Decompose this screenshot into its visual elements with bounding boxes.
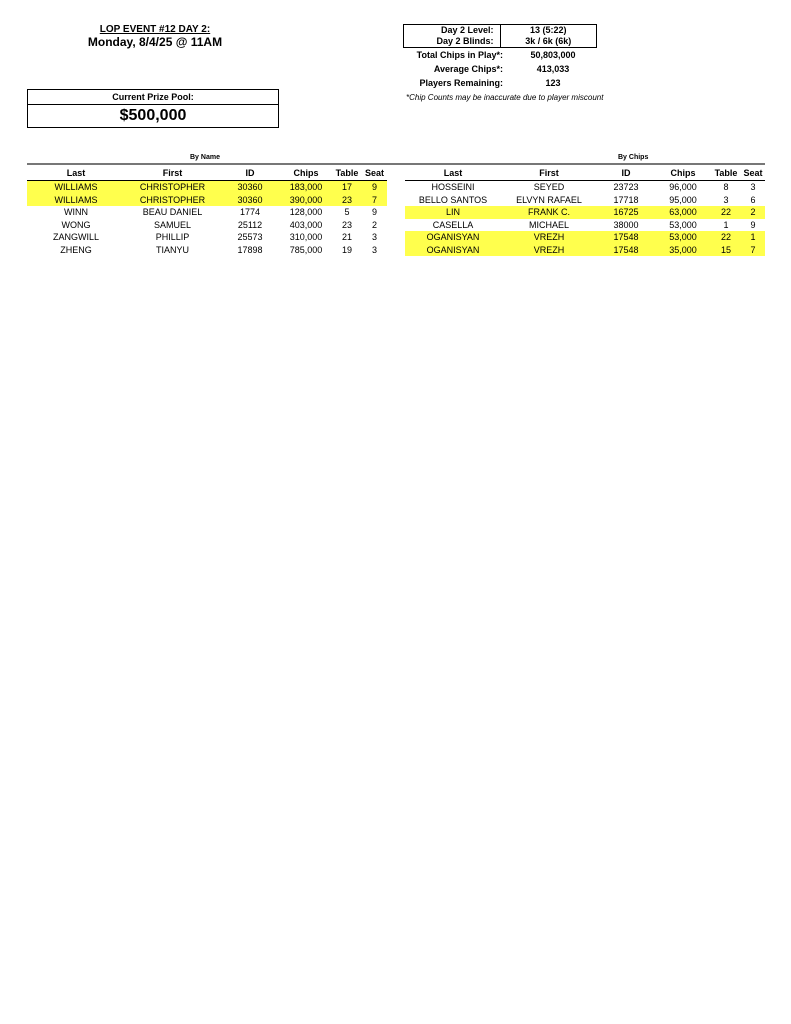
level-blinds-box xyxy=(403,24,597,48)
by-chips-cell-seat: 7 xyxy=(741,244,765,257)
by-chips-cell-table: 1 xyxy=(723,219,729,230)
chip-count-note: *Chip Counts may be inaccurate due to player miscount xyxy=(406,93,604,102)
average-chips-value: 413,033 xyxy=(536,64,570,74)
total-chips-value: 50,803,000 xyxy=(530,50,576,60)
table-row xyxy=(27,206,387,219)
by-name-cell-first: BEAU DANIEL xyxy=(142,207,203,217)
by-name-cell-id: 17898 xyxy=(237,244,263,255)
by-name-table xyxy=(27,166,387,256)
by-name-cell-last: WINN xyxy=(64,207,88,217)
by-chips-cell-seat: 2 xyxy=(741,206,765,219)
level-label: Day 2 Level: xyxy=(404,25,501,36)
by-name-col-seat: Seat xyxy=(362,166,387,181)
by-name-cell-table: 5 xyxy=(344,207,350,217)
header-rule xyxy=(27,163,765,165)
table-row xyxy=(405,244,765,257)
by-name-cell-last: WONG xyxy=(61,219,91,230)
average-chips-label: Average Chips*: xyxy=(433,64,503,74)
by-chips-cell-chips: 95,000 xyxy=(669,194,697,205)
blinds-value: 3k / 6k (6k) xyxy=(525,36,572,46)
by-chips-cell-table: 8 xyxy=(723,182,729,192)
by-chips-cell-first: VREZH xyxy=(501,244,597,257)
table-row xyxy=(405,181,765,194)
by-name-cell-id: 25573 xyxy=(237,232,263,242)
level-value: 13 (5:22) xyxy=(529,25,567,35)
by-chips-cell-last: LIN xyxy=(405,206,501,219)
players-remaining-value: 123 xyxy=(545,78,561,88)
by-name-cell-table: 23 xyxy=(341,219,352,230)
by-chips-cell-chips: 96,000 xyxy=(669,182,697,192)
by-name-cell-last: WILLIAMS xyxy=(27,181,125,194)
by-chips-cell-first: ELVYN RAFAEL xyxy=(516,194,582,205)
table-row xyxy=(405,194,765,207)
by-chips-col-seat: Seat xyxy=(741,166,765,181)
by-name-cell-chips: 310,000 xyxy=(289,232,323,242)
average-chips-row xyxy=(403,62,603,76)
table-row xyxy=(27,244,387,257)
by-chips-cell-chips: 53,000 xyxy=(669,219,697,230)
by-name-cell-table: 23 xyxy=(332,194,362,207)
players-remaining-label: Players Remaining: xyxy=(419,78,503,88)
by-chips-cell-table: 22 xyxy=(711,231,741,244)
by-chips-cell-first: MICHAEL xyxy=(528,219,569,230)
by-chips-cell-id: 17548 xyxy=(597,244,655,257)
by-chips-col-last: Last xyxy=(405,166,501,181)
by-chips-cell-first: SEYED xyxy=(533,182,565,192)
total-chips-row xyxy=(403,48,603,62)
by-chips-cell-last: HOSSEINI xyxy=(431,182,475,192)
by-name-cell-table: 21 xyxy=(341,232,352,242)
by-name-col-id: ID xyxy=(220,166,280,181)
by-chips-cell-first: VREZH xyxy=(501,231,597,244)
by-chips-cell-table: 15 xyxy=(711,244,741,257)
by-chips-header-row xyxy=(405,166,765,181)
by-chips-cell-seat: 6 xyxy=(750,194,756,205)
table-row xyxy=(27,231,387,244)
by-name-cell-first: CHRISTOPHER xyxy=(125,181,220,194)
by-name-cell-table: 19 xyxy=(341,244,352,255)
by-name-cell-seat: 3 xyxy=(371,244,377,255)
by-chips-label: By Chips xyxy=(618,154,649,161)
table-row xyxy=(27,194,387,207)
by-chips-cell-last: OGANISYAN xyxy=(405,231,501,244)
by-name-cell-first: SAMUEL xyxy=(153,219,191,230)
prize-pool-box xyxy=(27,89,279,128)
by-chips-cell-id: 16725 xyxy=(597,206,655,219)
by-chips-cell-seat: 3 xyxy=(750,182,756,192)
by-chips-cell-last: BELLO SANTOS xyxy=(418,194,488,205)
by-name-cell-seat: 2 xyxy=(371,219,377,230)
level-row xyxy=(404,25,596,36)
by-chips-cell-first: FRANK C. xyxy=(501,206,597,219)
by-chips-cell-last: OGANISYAN xyxy=(405,244,501,257)
by-name-cell-seat: 9 xyxy=(362,181,387,194)
blinds-row xyxy=(404,36,596,47)
by-name-cell-last: WILLIAMS xyxy=(27,194,125,207)
by-chips-col-first: First xyxy=(501,166,597,181)
table-row xyxy=(405,219,765,232)
by-name-cell-last: ZHENG xyxy=(60,244,92,255)
event-title: LOP EVENT #12 DAY 2: xyxy=(99,24,211,35)
by-name-label: By Name xyxy=(190,154,220,161)
by-chips-cell-seat: 1 xyxy=(741,231,765,244)
by-chips-cell-seat: 9 xyxy=(750,219,756,230)
table-row xyxy=(405,231,765,244)
by-name-cell-id: 30360 xyxy=(220,181,280,194)
by-chips-cell-chips: 63,000 xyxy=(655,206,711,219)
by-chips-cell-chips: 53,000 xyxy=(655,231,711,244)
by-chips-cell-id: 17718 xyxy=(613,194,639,205)
by-chips-cell-table: 22 xyxy=(711,206,741,219)
by-chips-cell-id: 17548 xyxy=(597,231,655,244)
by-name-cell-seat: 7 xyxy=(362,194,387,207)
by-name-cell-chips: 403,000 xyxy=(289,219,323,230)
by-name-cell-seat: 3 xyxy=(371,232,377,242)
by-name-cell-first: CHRISTOPHER xyxy=(125,194,220,207)
by-name-cell-chips: 785,000 xyxy=(289,244,323,255)
by-name-cell-chips: 128,000 xyxy=(289,207,323,217)
by-chips-body xyxy=(405,181,765,257)
by-chips-col-id: ID xyxy=(597,166,655,181)
by-name-cell-table: 17 xyxy=(332,181,362,194)
by-name-cell-seat: 9 xyxy=(371,207,377,217)
by-name-cell-chips: 390,000 xyxy=(280,194,332,207)
by-name-cell-id: 25112 xyxy=(237,219,263,230)
by-name-cell-first: PHILLIP xyxy=(155,232,190,242)
by-chips-col-table: Table xyxy=(711,166,741,181)
by-chips-cell-chips: 35,000 xyxy=(655,244,711,257)
by-name-cell-id: 30360 xyxy=(220,194,280,207)
by-name-cell-last: ZANGWILL xyxy=(52,232,99,242)
tournament-stats xyxy=(403,24,603,90)
by-name-cell-id: 1774 xyxy=(239,207,261,217)
by-name-header-row xyxy=(27,166,387,181)
by-name-col-chips: Chips xyxy=(280,166,332,181)
by-name-cell-first: TIANYU xyxy=(155,244,189,255)
prize-pool-value: $500,000 xyxy=(119,107,187,124)
by-chips-cell-id: 38000 xyxy=(613,219,639,230)
by-name-col-table: Table xyxy=(332,166,362,181)
total-chips-label: Total Chips in Play*: xyxy=(416,50,503,60)
table-row xyxy=(27,219,387,232)
by-name-col-last: Last xyxy=(27,166,125,181)
table-row xyxy=(27,181,387,194)
by-chips-cell-last: CASELLA xyxy=(432,219,474,230)
by-chips-table xyxy=(405,166,765,256)
by-name-col-first: First xyxy=(125,166,220,181)
by-chips-cell-table: 3 xyxy=(723,194,729,205)
by-name-cell-chips: 183,000 xyxy=(280,181,332,194)
event-date: Monday, 8/4/25 @ 11AM xyxy=(87,35,223,49)
table-row xyxy=(405,206,765,219)
prize-pool-label: Current Prize Pool: xyxy=(28,90,278,105)
by-chips-col-chips: Chips xyxy=(655,166,711,181)
by-chips-cell-id: 23723 xyxy=(613,182,639,192)
players-remaining-row xyxy=(403,76,603,90)
by-name-body xyxy=(27,181,387,257)
blinds-label: Day 2 Blinds: xyxy=(404,36,501,47)
